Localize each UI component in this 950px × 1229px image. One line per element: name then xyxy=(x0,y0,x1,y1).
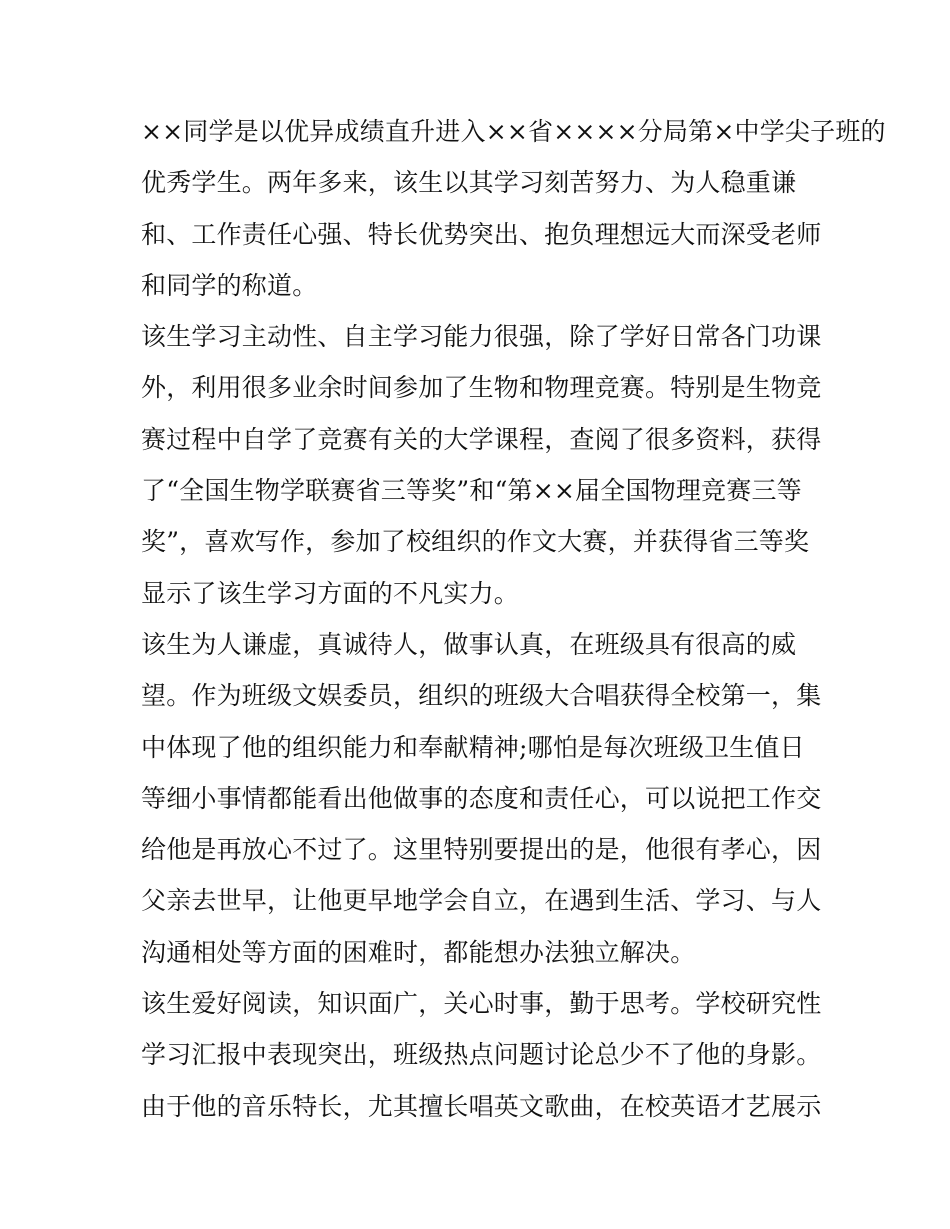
text-line: 赛过程中自学了竞赛有关的大学课程，查阅了很多资料，获得 xyxy=(141,424,822,454)
text-line: 父亲去世早，让他更早地学会自立，在遇到生活、学习、与人 xyxy=(141,886,822,916)
text-line: 外，利用很多业余时间参加了生物和物理竞赛。特别是生物竞 xyxy=(141,373,822,403)
text-line: 给他是再放心不过了。这里特别要提出的是，他很有孝心，因 xyxy=(141,835,822,865)
text-line: 奖”，喜欢写作，参加了校组织的作文大赛，并获得省三等奖 xyxy=(141,527,810,557)
text-line: 了“全国生物学联赛省三等奖”和“第××届全国物理竞赛三等 xyxy=(141,476,802,506)
text-line: 沟通相处等方面的困难时，都能想办法独立解决。 xyxy=(141,937,696,967)
text-line: 显示了该生学习方面的不凡实力。 xyxy=(141,578,520,608)
text-line: 该生为人谦虚，真诚待人，做事认真，在班级具有很高的威 xyxy=(141,629,797,659)
text-line: 望。作为班级文娱委员，组织的班级大合唱获得全校第一，集 xyxy=(141,681,822,711)
text-line: 该生爱好阅读，知识面广，关心时事，勤于思考。学校研究性 xyxy=(141,989,822,1019)
text-line: 由于他的音乐特长，尤其擅长唱英文歌曲，在校英语才艺展示 xyxy=(141,1091,822,1121)
text-line: 学习汇报中表现突出，班级热点问题讨论总少不了他的身影。 xyxy=(141,1040,822,1070)
text-line: 优秀学生。两年多来，该生以其学习刻苦努力、为人稳重谦 xyxy=(141,168,797,198)
text-line: 和、工作责任心强、特长优势突出、抱负理想远大而深受老师 xyxy=(141,219,822,249)
text-line: 等细小事情都能看出他做事的态度和责任心，可以说把工作交 xyxy=(141,783,822,813)
text-line: ××同学是以优异成绩直升进入××省××××分局第×中学尖子班的 xyxy=(141,117,886,146)
text-line: 该生学习主动性、自主学习能力很强，除了学好日常各门功课 xyxy=(141,322,822,352)
text-line: 中体现了他的组织能力和奉献精神;哪怕是每次班级卫生值日 xyxy=(141,732,805,762)
document-body xyxy=(141,106,886,1132)
text-line: 和同学的称道。 xyxy=(141,270,318,300)
